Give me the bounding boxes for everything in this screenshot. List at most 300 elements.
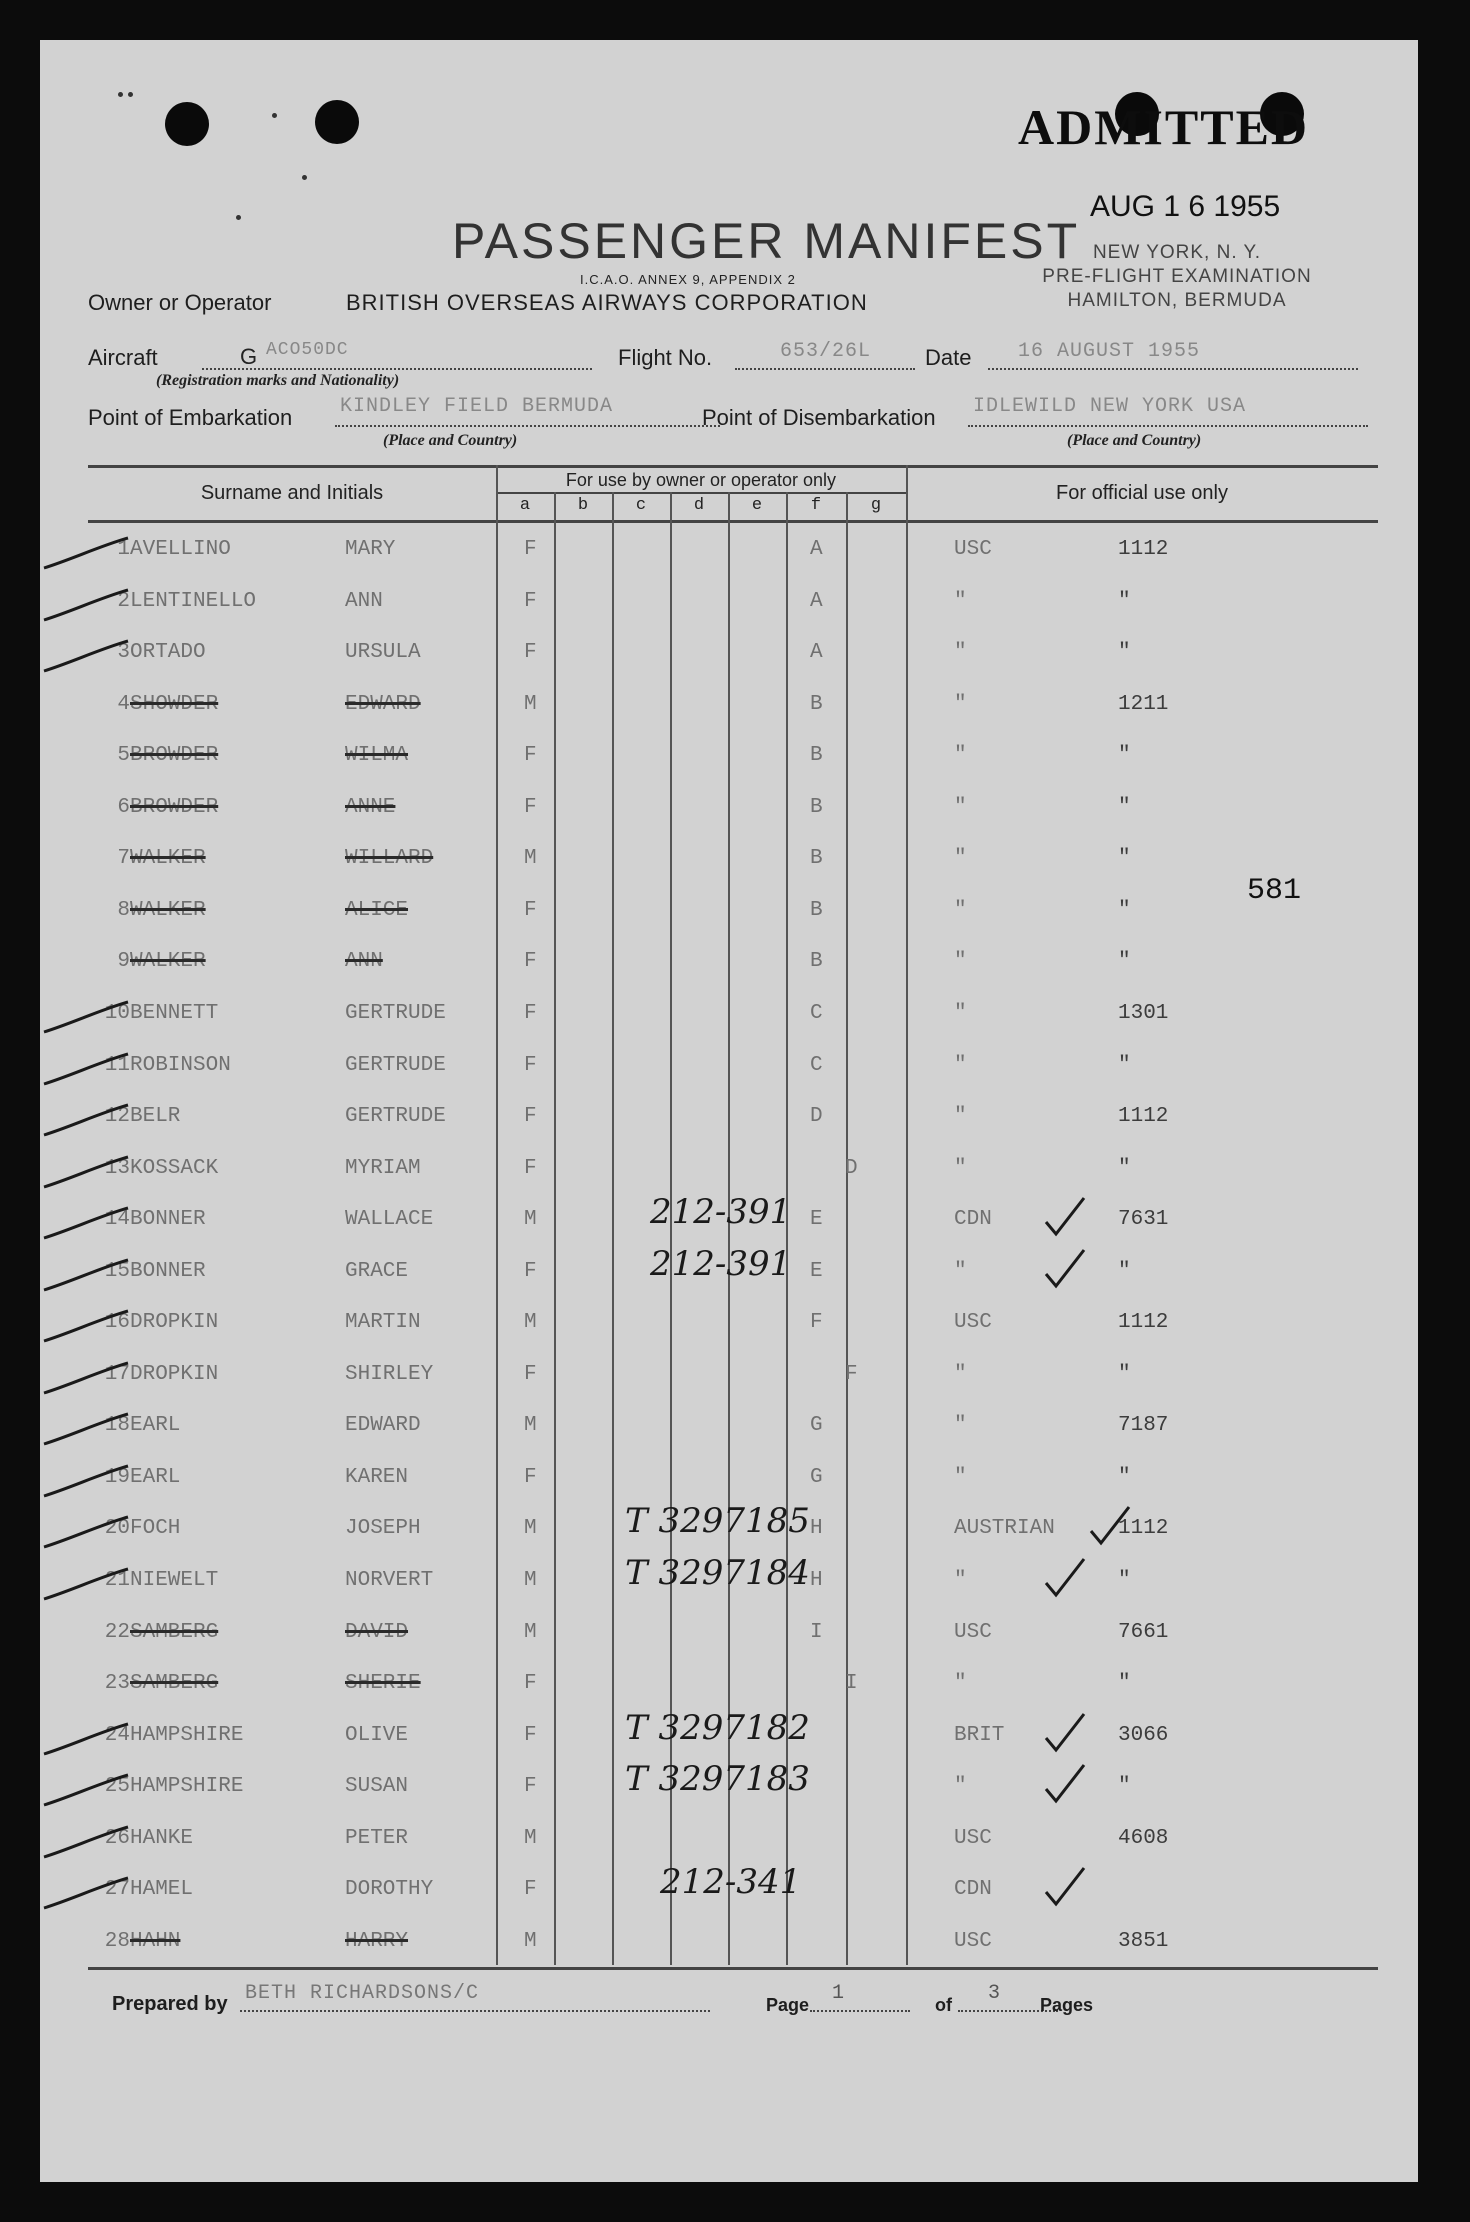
passenger-sex: F [524,1259,537,1283]
table-row [40,580,1418,631]
table-row [40,1192,1418,1249]
sub-col-e: e [751,496,763,515]
official-code: " [1118,1672,1131,1696]
passenger-surname: SAMBERG [130,1620,219,1644]
tick-mark-icon [40,1000,130,1040]
passenger-surname: SHOWDER [130,692,219,716]
nationality: " [954,589,967,613]
passenger-sex: F [524,1362,537,1386]
passenger-surname: DROPKIN [130,1311,219,1335]
checkmark-icon [1040,1246,1090,1291]
handwritten-ticket-number: 212-391 [650,1243,792,1284]
group-letter: F [845,1362,858,1386]
row-number: 16 [104,1311,130,1335]
passenger-surname: AVELLINO [130,538,231,561]
disembark-field [968,393,1368,427]
row-number: 1 [117,538,130,561]
passenger-surname: HAMPSHIRE [130,1775,244,1799]
official-code: 1301 [1118,1001,1169,1025]
row-number: 18 [104,1414,130,1438]
table-row [40,1404,1418,1455]
nationality: CDN [954,1878,992,1902]
row-number: 22 [104,1620,130,1644]
speck [302,175,307,180]
passenger-initials: DAVID [345,1620,409,1644]
nationality: BRIT [954,1723,1005,1747]
passenger-surname: HAMPSHIRE [130,1723,244,1747]
checkmark-icon [1040,1555,1090,1600]
official-code: " [1118,589,1131,613]
table-row [40,683,1418,734]
sub-col-g: g [870,496,882,515]
nationality: " [954,1156,967,1180]
aircraft-field [202,338,592,370]
passenger-sex: M [524,1208,537,1232]
passenger-initials: HARRY [345,1929,409,1953]
of-label: of [935,1995,952,2015]
official-code: " [1118,1053,1131,1077]
passenger-surname: HAHN [130,1929,181,1953]
nationality: " [954,1414,967,1438]
nationality: " [954,950,967,974]
tick-mark-icon [40,1825,130,1865]
passenger-initials: SHIRLEY [345,1362,434,1386]
group-letter: A [810,538,823,561]
official-code: " [1118,1775,1131,1799]
table-row [40,889,1418,940]
tick-mark-icon [40,1464,130,1504]
stamp-line-1: NEW YORK, N. Y. [1092,242,1262,263]
row-number: 20 [104,1517,130,1541]
passenger-sex: F [524,1001,537,1025]
passenger-surname: EARL [130,1414,181,1438]
passenger-initials: KAREN [345,1465,409,1489]
nationality: " [954,1569,967,1592]
passenger-surname: HAMEL [130,1878,194,1902]
passenger-initials: WILLARD [345,847,434,871]
row-number: 8 [117,898,130,922]
row-number: 19 [104,1465,130,1489]
disembark-note: (Place and Country) [1067,432,1202,449]
checkmark-icon [1040,1761,1090,1806]
passenger-sex: M [524,1569,537,1592]
tick-mark-icon [40,1876,130,1916]
nationality: USC [954,1620,992,1644]
group-letter: F [810,1311,823,1335]
official-code: 1112 [1118,1517,1169,1541]
checkmark-icon [1085,1503,1135,1548]
date-value: 16 AUGUST 1955 [1018,340,1201,363]
passenger-surname: SAMBERG [130,1672,219,1696]
table-row [40,1759,1418,1816]
table-row [40,1611,1418,1662]
passenger-sex: F [524,1156,537,1180]
row-number: 26 [104,1826,130,1850]
speck [272,113,277,118]
table-row [40,786,1418,837]
table-row [40,1501,1418,1558]
group-letter: A [810,641,823,665]
official-code: " [1118,1156,1131,1180]
tick-mark-icon [40,639,130,679]
table-row [40,1301,1418,1352]
passenger-sex: F [524,1105,537,1129]
row-number: 11 [104,1053,130,1077]
embark-note: (Place and Country) [383,432,518,449]
nationality: " [954,641,967,665]
nationality: " [954,1672,967,1696]
tick-mark-icon [40,1773,130,1813]
speck [128,92,133,97]
passenger-initials: PETER [345,1826,409,1850]
row-number: 6 [117,795,130,819]
table-row [40,1662,1418,1713]
page-field [810,1980,910,2012]
passenger-initials: ANNE [345,795,396,819]
tick-mark-icon [40,1103,130,1143]
official-code: " [1118,847,1131,871]
tick-mark-icon [40,1052,130,1092]
passenger-initials: GRACE [345,1259,409,1283]
pages-label: Pages [1040,1995,1094,2015]
tick-mark-icon [40,1206,130,1246]
tick-mark-icon [40,1567,130,1607]
table-row [40,1095,1418,1146]
nationality: " [954,795,967,819]
prepared-field [240,1980,710,2012]
official-code: " [1118,1259,1131,1283]
passenger-initials: SUSAN [345,1775,409,1799]
passenger-initials: MARTIN [345,1311,421,1335]
official-code: 3066 [1118,1723,1169,1747]
speck [118,92,123,97]
side-number: 581 [1247,874,1302,908]
row-number: 25 [104,1775,130,1799]
official-code: 1112 [1118,538,1169,561]
flight-label: Flight No. [618,345,713,370]
prepared-value: BETH RICHARDSONS/C [245,1982,480,2005]
table-row [40,734,1418,785]
passenger-sex: F [524,1723,537,1747]
stamp-date: AUG 1 6 1955 [1090,190,1281,223]
passenger-initials: EDWARD [345,1414,421,1438]
passenger-sex: F [524,1465,537,1489]
nationality: " [954,692,967,716]
official-code: 7187 [1118,1414,1169,1438]
passenger-surname: BROWDER [130,744,219,768]
handwritten-ticket-number: 212-391 [650,1192,792,1233]
nationality: USC [954,1311,992,1335]
page-label: Page [766,1995,810,2015]
passenger-surname: WALKER [130,898,206,922]
group-letter: I [810,1620,823,1644]
col-official-heading: For official use only [1056,482,1228,504]
official-code: 7631 [1118,1208,1169,1232]
passenger-initials: EDWARD [345,692,421,716]
annex-reference: I.C.A.O. ANNEX 9, APPENDIX 2 [580,272,796,287]
passenger-sex: F [524,538,537,561]
nationality: USC [954,538,992,561]
group-letter: G [810,1414,823,1438]
table-row [40,837,1418,888]
row-number: 7 [117,847,130,871]
official-code: " [1118,641,1131,665]
flight-value: 653/26L [780,340,872,363]
table-row [40,1044,1418,1095]
nationality: " [954,1465,967,1489]
group-letter: C [810,1001,823,1025]
disembark-label: Point of Disembarkation [702,405,936,430]
passenger-sex: M [524,1620,537,1644]
sub-col-f: f [810,496,822,515]
group-letter: A [810,589,823,613]
group-letter: D [845,1156,858,1180]
nationality: " [954,1105,967,1129]
nationality: " [954,1259,967,1283]
passenger-sex: F [524,641,537,665]
passenger-sex: F [524,1053,537,1077]
passenger-surname: BONNER [130,1208,206,1232]
col-surname-heading: Surname and Initials [200,482,384,504]
table-row [40,528,1418,579]
row-number: 12 [104,1105,130,1129]
passenger-initials: ALICE [345,898,409,922]
table-row [40,1707,1418,1765]
page-value: 1 [832,1982,846,2005]
of-value: 3 [988,1982,1002,2005]
row-number: 21 [104,1569,130,1592]
sub-col-c: c [635,496,647,515]
punch-hole [165,102,209,146]
passenger-sex: F [524,589,537,613]
group-letter: B [810,692,823,716]
passenger-initials: SHERIE [345,1672,421,1696]
row-number: 14 [104,1208,130,1232]
passenger-initials: WILMA [345,744,409,768]
row-number: 28 [104,1929,130,1953]
tick-mark-icon [40,1361,130,1401]
sub-col-b: b [577,496,589,515]
row-number: 5 [117,744,130,768]
row-number: 3 [117,641,130,665]
official-code: " [1118,744,1131,768]
punch-hole [315,100,359,144]
nationality: " [954,898,967,922]
passenger-sex: F [524,950,537,974]
row-number: 24 [104,1723,130,1747]
date-field [988,338,1358,370]
table-row [40,1862,1418,1919]
table-row [40,1456,1418,1507]
official-code: 1112 [1118,1311,1169,1335]
passenger-initials: ANN [345,950,383,974]
passenger-surname: WALKER [130,847,206,871]
handwritten-ticket-number: T 3297184 [625,1553,810,1593]
passenger-initials: URSULA [345,641,421,665]
passenger-initials: ANN [345,589,383,613]
handwritten-ticket-number: T 3297183 [625,1759,810,1800]
row-number: 10 [104,1001,130,1025]
handwritten-ticket-number: T 3297185 [625,1501,810,1542]
passenger-surname: NIEWELT [130,1569,219,1592]
table-row [40,1243,1418,1301]
owner-value: BRITISH OVERSEAS AIRWAYS CORPORATION [346,290,868,315]
group-letter: I [845,1672,858,1696]
row-number: 2 [117,589,130,613]
group-letter: G [810,1465,823,1489]
header-divider [496,492,906,494]
nationality: USC [954,1929,992,1953]
embark-label: Point of Embarkation [88,405,293,430]
tick-mark-icon [40,1515,130,1555]
handwritten-ticket-number: T 3297182 [625,1707,810,1748]
tick-mark-icon [40,1722,130,1762]
passenger-surname: BELR [130,1105,181,1129]
col-owner-heading: For use by owner or operator only [565,470,837,490]
passenger-sex: F [524,744,537,768]
nationality: " [954,1775,967,1799]
row-number: 27 [104,1878,130,1902]
passenger-surname: LENTINELLO [130,589,257,613]
official-code: 3851 [1118,1929,1169,1953]
official-code: " [1118,1465,1131,1489]
owner-label: Owner or Operator [88,290,272,315]
passenger-surname: FOCH [130,1517,181,1541]
official-code: 7661 [1118,1620,1169,1644]
group-letter: D [810,1105,823,1129]
table-row [40,1553,1418,1610]
handwritten-ticket-number: 212-341 [660,1862,802,1903]
aircraft-prefix: G [240,344,259,369]
passenger-initials: GERTRUDE [345,1001,446,1025]
table-row [40,631,1418,682]
tick-mark-icon [40,1412,130,1452]
nationality: USC [954,1826,992,1850]
table-row [40,1147,1418,1198]
nationality: " [954,744,967,768]
nationality: " [954,1053,967,1077]
nationality: " [954,847,967,871]
group-letter: B [810,950,823,974]
row-number: 13 [104,1156,130,1180]
group-letter: C [810,1053,823,1077]
prepared-label: Prepared by [112,1993,228,2015]
passenger-surname: EARL [130,1465,181,1489]
speck [236,215,241,220]
table-top-rule [88,465,1378,468]
passenger-initials: DOROTHY [345,1878,434,1902]
official-code: " [1118,1362,1131,1386]
aircraft-label: Aircraft [88,345,158,370]
passenger-sex: M [524,1517,537,1541]
group-letter: E [810,1208,823,1232]
embark-field [335,393,720,427]
table-row [40,1353,1418,1404]
embark-value: KINDLEY FIELD BERMUDA [340,395,614,418]
passenger-sex: M [524,847,537,871]
passenger-sex: F [524,898,537,922]
checkmark-icon [1040,1194,1090,1239]
passenger-sex: F [524,795,537,819]
table-row [40,1920,1418,1971]
page-title: PASSENGER MANIFEST [452,213,1081,269]
row-number: 23 [104,1672,130,1696]
group-letter: B [810,898,823,922]
passenger-initials: NORVERT [345,1569,434,1592]
group-letter: B [810,847,823,871]
official-code: " [1118,950,1131,974]
passenger-initials: GERTRUDE [345,1053,446,1077]
passenger-sex: M [524,1414,537,1438]
group-letter: H [810,1517,823,1541]
official-code: " [1118,795,1131,819]
tick-mark-icon [40,1309,130,1349]
official-code: 1211 [1118,692,1169,716]
tick-mark-icon [40,536,130,576]
row-number: 9 [117,950,130,974]
checkmark-icon [1040,1864,1090,1909]
tick-mark-icon [40,1155,130,1195]
tick-mark-icon [40,1258,130,1298]
passenger-surname: WALKER [130,950,206,974]
nationality: " [954,1362,967,1386]
passenger-sex: F [524,1878,537,1902]
aircraft-note: (Registration marks and Nationality) [156,372,400,389]
date-label: Date [925,345,972,370]
group-letter: B [810,795,823,819]
passenger-surname: ROBINSON [130,1053,231,1077]
row-number: 4 [117,692,130,716]
passenger-initials: MYRIAM [345,1156,421,1180]
disembark-value: IDLEWILD NEW YORK USA [973,395,1247,418]
manifest-sheet [40,40,1418,2182]
official-code: " [1118,1569,1131,1592]
table-row [40,940,1418,991]
stamp-line-3: HAMILTON, BERMUDA [1067,290,1287,311]
admitted-stamp: ADMITTED [1018,99,1310,155]
passenger-initials: GERTRUDE [345,1105,446,1129]
passenger-sex: M [524,1929,537,1953]
row-number: 17 [104,1362,130,1386]
passenger-surname: BENNETT [130,1001,219,1025]
header-bottom-rule [88,520,1378,523]
checkmark-icon [1040,1710,1090,1755]
official-code: 4608 [1118,1826,1169,1850]
passenger-initials: WALLACE [345,1208,434,1232]
tick-mark-icon [40,588,130,628]
group-letter: B [810,744,823,768]
row-number: 15 [104,1259,130,1283]
table-row [40,992,1418,1043]
nationality: " [954,1001,967,1025]
passenger-surname: BROWDER [130,795,219,819]
flight-field [735,338,915,370]
passenger-initials: OLIVE [345,1723,409,1747]
aircraft-registration: ACO50DC [266,340,349,360]
group-letter: E [810,1259,823,1283]
passenger-sex: F [524,1672,537,1696]
passenger-surname: HANKE [130,1826,194,1850]
passenger-sex: M [524,1826,537,1850]
nationality: AUSTRIAN [954,1517,1055,1541]
sub-col-a: a [519,496,531,515]
passenger-surname: KOSSACK [130,1156,219,1180]
stamp-line-2: PRE-FLIGHT EXAMINATION [1042,266,1312,287]
nationality: CDN [954,1208,992,1232]
passenger-surname: BONNER [130,1259,206,1283]
group-letter: H [810,1569,823,1592]
passenger-surname: DROPKIN [130,1362,219,1386]
